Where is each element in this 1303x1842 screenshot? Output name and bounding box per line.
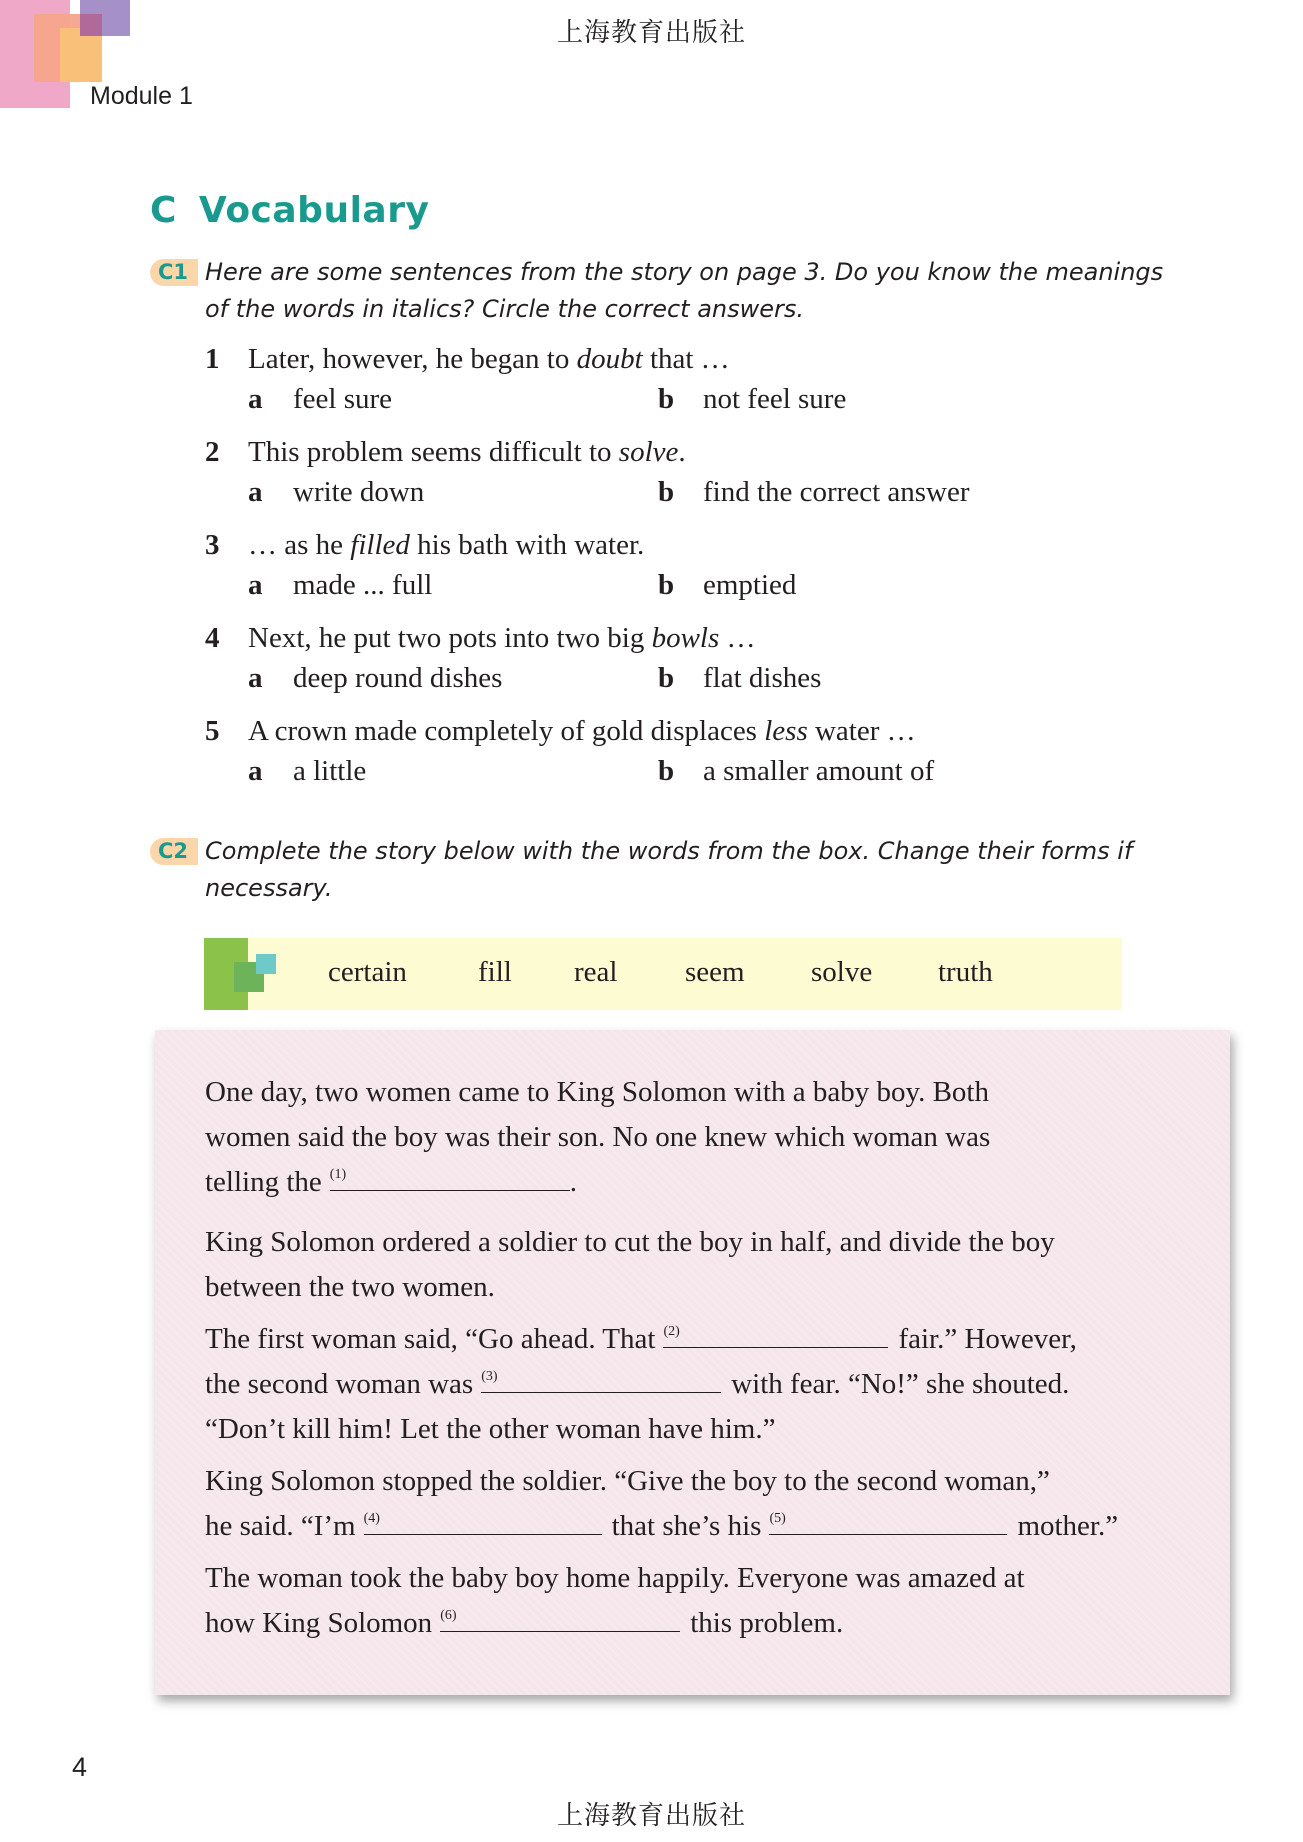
blank-6[interactable]	[440, 1601, 680, 1632]
blank-number: (6)	[440, 1608, 457, 1623]
option-a[interactable]: made ... full	[293, 569, 433, 601]
section-name: Vocabulary	[198, 190, 430, 231]
option-a-label: a	[248, 662, 263, 694]
exercise-tag-c2: C2	[150, 838, 198, 865]
publisher-footer: 上海教育出版社	[556, 1801, 746, 1831]
story-line: women said the boy was their son. No one knew which woman was	[205, 1121, 991, 1153]
blank-number: (1)	[329, 1167, 347, 1182]
question-number: 2	[205, 436, 220, 468]
option-b[interactable]: a smaller amount of	[703, 755, 935, 787]
word-box	[204, 938, 1122, 1010]
option-b[interactable]: not feel sure	[703, 383, 847, 415]
question-number: 5	[205, 715, 220, 747]
word-option: real	[574, 956, 618, 988]
option-a-label: a	[248, 476, 263, 508]
option-b-label: b	[658, 569, 675, 601]
option-b-label: b	[658, 755, 675, 787]
word-option: certain	[328, 956, 407, 988]
blank-1[interactable]	[330, 1160, 570, 1191]
option-b[interactable]: find the correct answer	[703, 476, 970, 508]
question-stem: A crown made completely of gold displaces less water …	[248, 715, 916, 747]
question-number: 4	[205, 622, 220, 654]
option-a-label: a	[248, 755, 263, 787]
story-line: King Solomon stopped the soldier. “Give the boy to the second woman,”	[205, 1465, 1050, 1497]
story-line: he said. “I’m (4) that she’s his (5) mother.”	[205, 1504, 1205, 1549]
option-b-label: b	[658, 476, 675, 508]
option-b-label: b	[658, 662, 675, 694]
blank-number: (5)	[769, 1511, 786, 1526]
story-line: the second woman was (3) with fear. “No!” she shouted.	[205, 1362, 1205, 1407]
question-stem: … as he filled his bath with water.	[248, 529, 645, 561]
word-option: seem	[685, 956, 745, 988]
blank-4[interactable]	[364, 1504, 602, 1535]
option-b[interactable]: emptied	[703, 569, 797, 601]
section-letter: C	[150, 190, 177, 231]
word-option: fill	[478, 956, 512, 988]
italic-word: filled	[350, 529, 410, 561]
corner-decoration	[60, 28, 102, 82]
story-line: between the two women.	[205, 1271, 495, 1303]
option-a[interactable]: write down	[293, 476, 425, 508]
question-stem: Later, however, he began to doubt that …	[248, 343, 730, 375]
option-b-label: b	[658, 383, 675, 415]
option-a[interactable]: feel sure	[293, 383, 393, 415]
module-label: Module 1	[90, 82, 193, 110]
story-line: telling the (1) .	[205, 1160, 1205, 1205]
option-a-label: a	[248, 569, 263, 601]
blank-3[interactable]	[481, 1362, 721, 1393]
blank-2[interactable]	[663, 1317, 888, 1348]
italic-word: less	[764, 715, 808, 747]
blank-number: (4)	[363, 1511, 380, 1526]
word-box-decoration	[256, 954, 276, 974]
italic-word: bowls	[651, 622, 720, 654]
option-a-label: a	[248, 383, 263, 415]
story-line: King Solomon ordered a soldier to cut the boy in half, and divide the boy	[205, 1226, 1055, 1258]
italic-word: doubt	[576, 343, 643, 375]
blank-5[interactable]	[769, 1504, 1007, 1535]
blank-number: (2)	[663, 1324, 680, 1339]
question-stem: This problem seems difficult to solve.	[248, 436, 686, 468]
c2-instruction: Complete the story below with the words from the box. Change their forms if necessary.	[205, 837, 1133, 902]
italic-word: solve	[618, 436, 679, 468]
corner-decoration	[80, 14, 102, 36]
question-number: 3	[205, 529, 220, 561]
section-title	[150, 190, 429, 231]
story-line: how King Solomon (6) this problem.	[205, 1601, 1205, 1646]
c1-instruction: Here are some sentences from the story on page 3. Do you know the meanings of the words in italics? Circle the correct answers.	[205, 258, 1164, 323]
word-option: truth	[938, 956, 993, 988]
publisher-header: 上海教育出版社	[556, 18, 746, 48]
story-line: “Don’t kill him! Let the other woman have him.”	[205, 1413, 776, 1445]
question-number: 1	[205, 343, 220, 375]
story-line: One day, two women came to King Solomon with a baby boy. Both	[205, 1076, 989, 1108]
option-a[interactable]: deep round dishes	[293, 662, 503, 694]
option-b[interactable]: flat dishes	[703, 662, 822, 694]
exercise-tag-c1: C1	[150, 259, 198, 286]
question-stem: Next, he put two pots into two big bowls …	[248, 622, 756, 654]
option-a[interactable]: a little	[293, 755, 367, 787]
page-number: 4	[72, 1752, 88, 1782]
story-line: The woman took the baby boy home happily. Everyone was amazed at	[205, 1562, 1025, 1594]
story-line: The first woman said, “Go ahead. That (2) fair.” However,	[205, 1317, 1205, 1362]
word-option: solve	[811, 956, 873, 988]
blank-number: (3)	[481, 1369, 498, 1384]
